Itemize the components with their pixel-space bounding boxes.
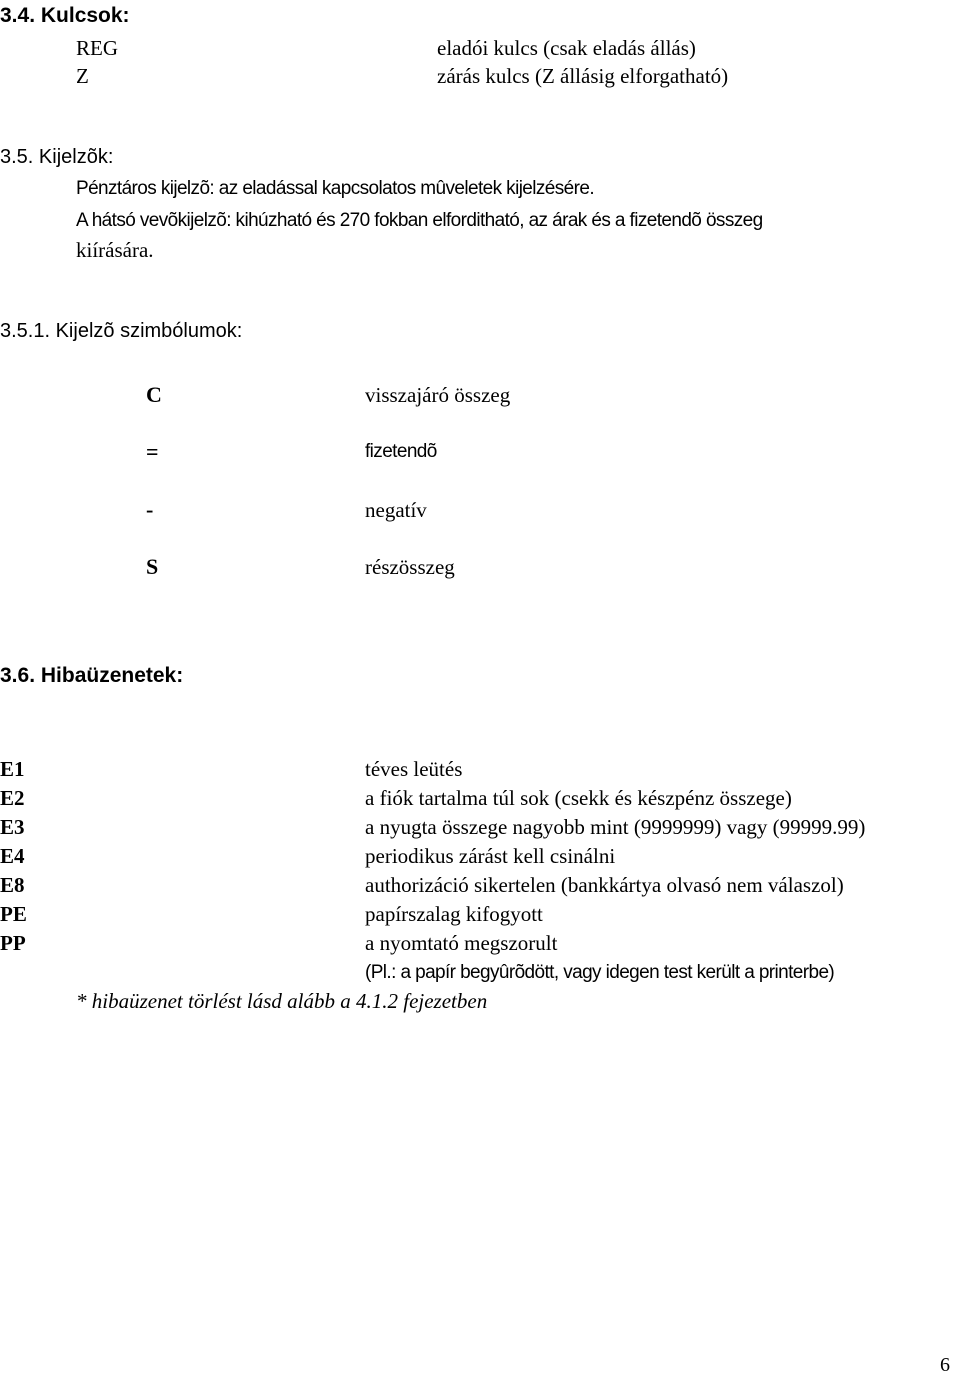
symbol-equals: =: [146, 439, 159, 464]
display-line-1: Pénztáros kijelzõ: az eladással kapcsolatos mûveletek kijelzésére.: [76, 178, 595, 199]
error-desc-e8: authorizáció sikertelen (bankkártya olvasó nem válaszol): [365, 873, 844, 897]
error-desc-e2: a fiók tartalma túl sok (csekk és készpénz összege): [365, 786, 792, 810]
section-heading-keys: 3.4. Kulcsok:: [0, 4, 130, 27]
symbol-equals-desc: fizetendõ: [365, 441, 437, 462]
error-desc-pe: papírszalag kifogyott: [365, 902, 543, 926]
section-heading-errors: 3.6. Hibaüzenetek:: [0, 664, 184, 687]
error-code-pe: PE: [0, 902, 27, 926]
section-heading-displays: 3.5. Kijelzõk:: [0, 146, 114, 168]
error-code-e3: E3: [0, 815, 25, 839]
symbol-c: C: [146, 382, 162, 407]
symbol-minus: -: [146, 497, 154, 522]
error-desc-e4: periodikus zárást kell csinálni: [365, 844, 616, 868]
error-code-e8: E8: [0, 873, 25, 897]
display-line-3: kiírására.: [76, 238, 154, 262]
key-z: Z: [76, 64, 89, 88]
page-number: 6: [940, 1354, 950, 1376]
error-desc-e3: a nyugta összege nagyobb mint (9999999) vagy (99999.99): [365, 815, 866, 839]
symbol-s-desc: részösszeg: [365, 555, 455, 579]
symbol-c-desc: visszajáró összeg: [365, 383, 511, 407]
error-code-pp: PP: [0, 931, 26, 955]
display-line-2: A hátsó vevõkijelzõ: kihúzható és 270 fokban elforditható, az árak és a fizetendõ összeg: [76, 210, 763, 231]
error-note: * hibaüzenet törlést lásd alább a 4.1.2 fejezetben: [76, 989, 488, 1013]
symbol-s: S: [146, 554, 159, 579]
error-code-e2: E2: [0, 786, 25, 810]
error-code-e1: E1: [0, 757, 25, 781]
error-desc-pp: a nyomtató megszorult: [365, 931, 558, 955]
key-reg: REG: [76, 36, 118, 60]
key-z-desc: zárás kulcs (Z állásig elforgatható): [437, 64, 729, 88]
error-code-e4: E4: [0, 844, 25, 868]
key-reg-desc: eladói kulcs (csak eladás állás): [437, 36, 696, 60]
error-desc-e1: téves leütés: [365, 757, 463, 781]
section-heading-symbols: 3.5.1. Kijelzõ szimbólumok:: [0, 320, 243, 342]
error-desc-pp-extra: (Pl.: a papír begyûrõdött, vagy idegen test került a printerbe): [365, 962, 835, 983]
symbol-minus-desc: negatív: [365, 498, 427, 522]
